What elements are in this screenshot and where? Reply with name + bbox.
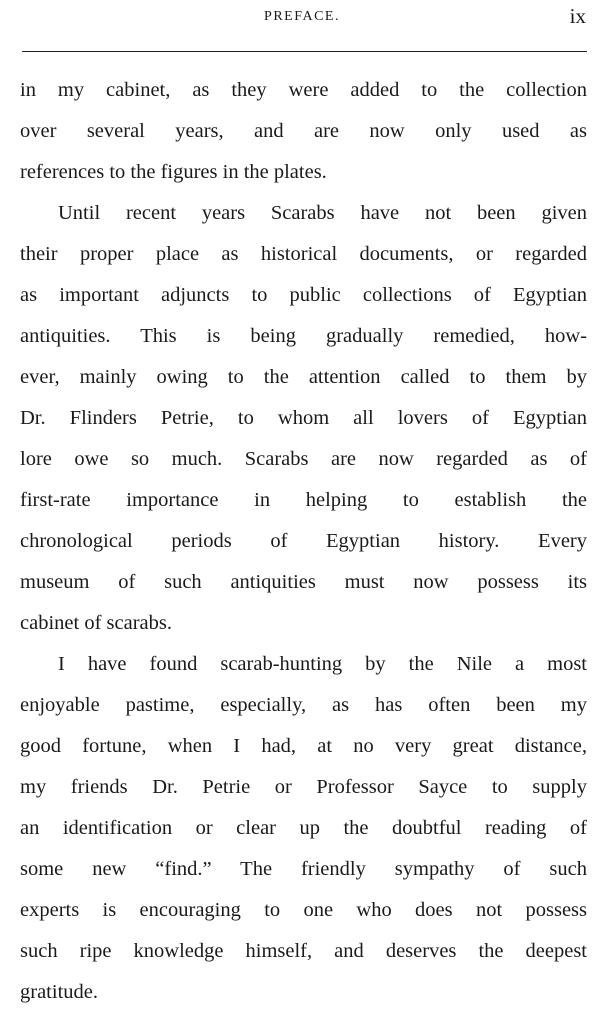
- body-text: [20, 70, 587, 1013]
- paragraph: [20, 193, 587, 644]
- text-line: as important adjuncts to public collections of Egyptian: [20, 284, 587, 306]
- paragraph: [20, 644, 587, 1013]
- text-line: ever, mainly owing to the attention called to them by: [20, 366, 587, 388]
- text-line: first-rate importance in helping to establish the: [20, 489, 587, 511]
- running-head: PREFACE.: [264, 9, 340, 24]
- text-line: over several years, and are now only used as: [20, 120, 587, 142]
- text-line: Until recent years Scarabs have not been given: [58, 202, 587, 224]
- text-line: good fortune, when I had, at no very great distance,: [20, 735, 587, 757]
- text-line: such ripe knowledge himself, and deserves the deepest: [20, 940, 587, 962]
- text-line: I have found scarab-hunting by the Nile a most: [58, 653, 587, 675]
- text-line: in my cabinet, as they were added to the collection: [20, 79, 587, 101]
- text-line: my friends Dr. Petrie or Professor Sayce to supply: [20, 776, 587, 798]
- page-header: [0, 0, 604, 50]
- text-line: antiquities. This is being gradually remedied, how-: [20, 325, 587, 347]
- text-line: some new “find.” The friendly sympathy of such: [20, 858, 587, 880]
- text-line: enjoyable pastime, especially, as has often been my: [20, 694, 587, 716]
- header-rule: [22, 51, 587, 52]
- text-line: an identification or clear up the doubtful reading of: [20, 817, 587, 839]
- text-line: Dr. Flinders Petrie, to whom all lovers of Egyptian: [20, 407, 587, 429]
- page-number: ix: [569, 4, 586, 28]
- text-line: gratitude.: [20, 981, 98, 1003]
- text-line: experts is encouraging to one who does not possess: [20, 899, 587, 921]
- text-line: cabinet of scarabs.: [20, 612, 172, 634]
- text-line: chronological periods of Egyptian history. Every: [20, 530, 587, 552]
- text-line: references to the figures in the plates.: [20, 161, 327, 183]
- paragraph: [20, 70, 587, 193]
- text-line: museum of such antiquities must now possess its: [20, 571, 587, 593]
- text-line: their proper place as historical documents, or regarded: [20, 243, 587, 265]
- text-line: lore owe so much. Scarabs are now regarded as of: [20, 448, 587, 470]
